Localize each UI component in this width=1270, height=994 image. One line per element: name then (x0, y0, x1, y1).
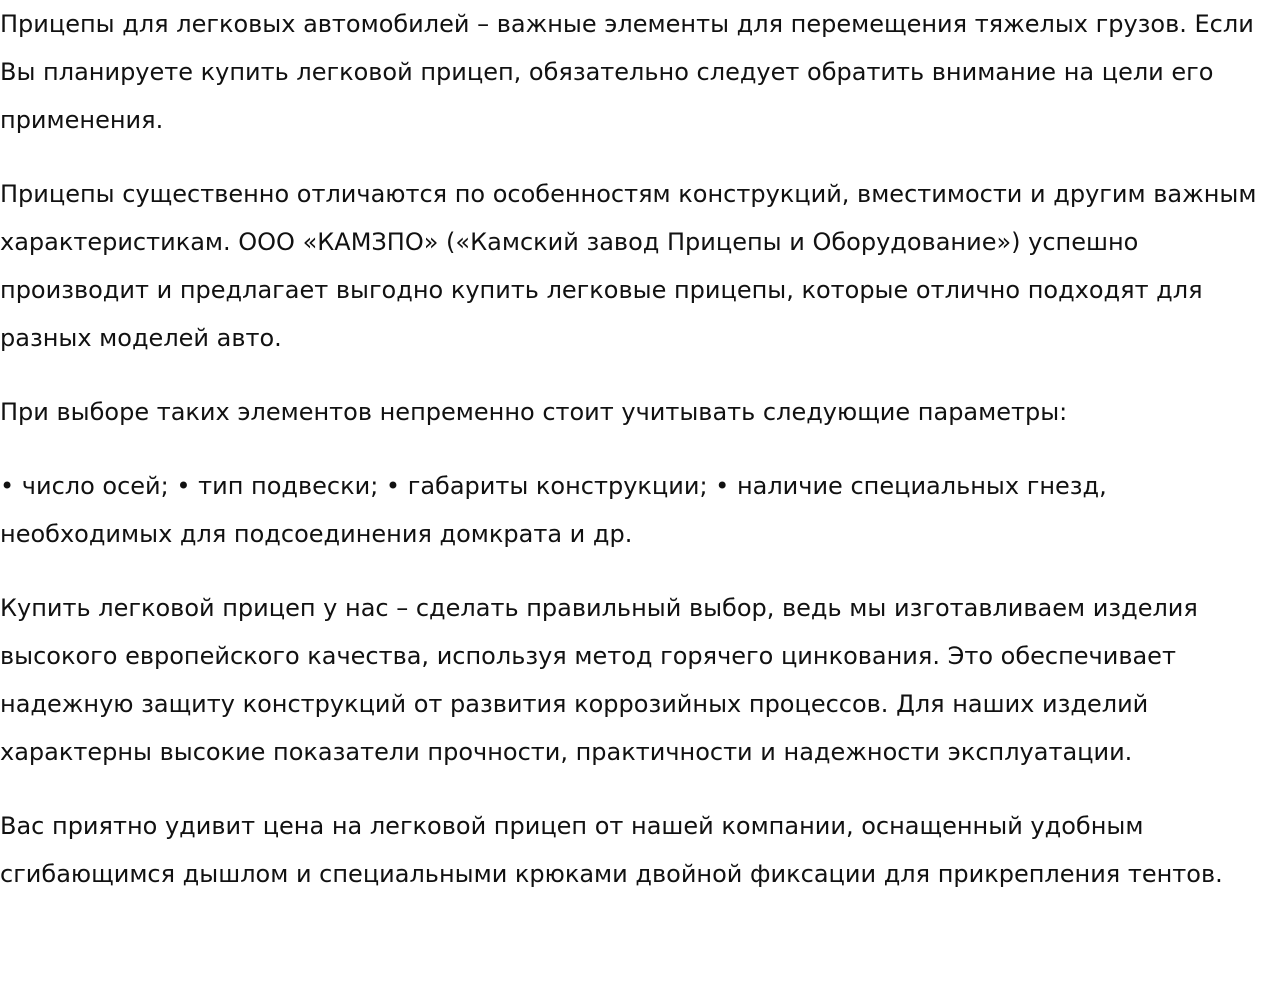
paragraph-quality: Купить легковой прицеп у нас – сделать правильный выбор, ведь мы изготавливаем изделия высокого европейского качества, используя метод горячего цинкования. Это обеспечивает надежную защиту конструкций от развития коррозийных процессов. Для наших изделий характерны высокие показатели прочности, практичности и надежности эксплуатации. (0, 594, 1198, 766)
paragraph-intro: Прицепы для легковых автомобилей – важные элементы для перемещения тяжелых грузов. Если Вы планируете купить легковой прицеп, обязательно следует обратить внимание на цели его применения. (0, 10, 1254, 134)
paragraph-parameters-list: • число осей; • тип подвески; • габариты конструкции; • наличие специальных гнезд, необходимых для подсоединения домкрата и др. (0, 472, 1107, 548)
paragraph-company: Прицепы существенно отличаются по особенностям конструкций, вместимости и другим важным характеристикам. ООО «КАМЗПО» («Камский завод Прицепы и Оборудование») успешно производит и предлагает выгодно купить легковые прицепы, которые отлично подходят для разных моделей авто. (0, 180, 1257, 352)
paragraph-parameters-intro: При выборе таких элементов непременно стоит учитывать следующие параметры: (0, 398, 1068, 426)
paragraph-price: Вас приятно удивит цена на легковой прицеп от нашей компании, оснащенный удобным сгибающимся дышлом и специальными крюками двойной фиксации для прикрепления тентов. (0, 812, 1223, 888)
